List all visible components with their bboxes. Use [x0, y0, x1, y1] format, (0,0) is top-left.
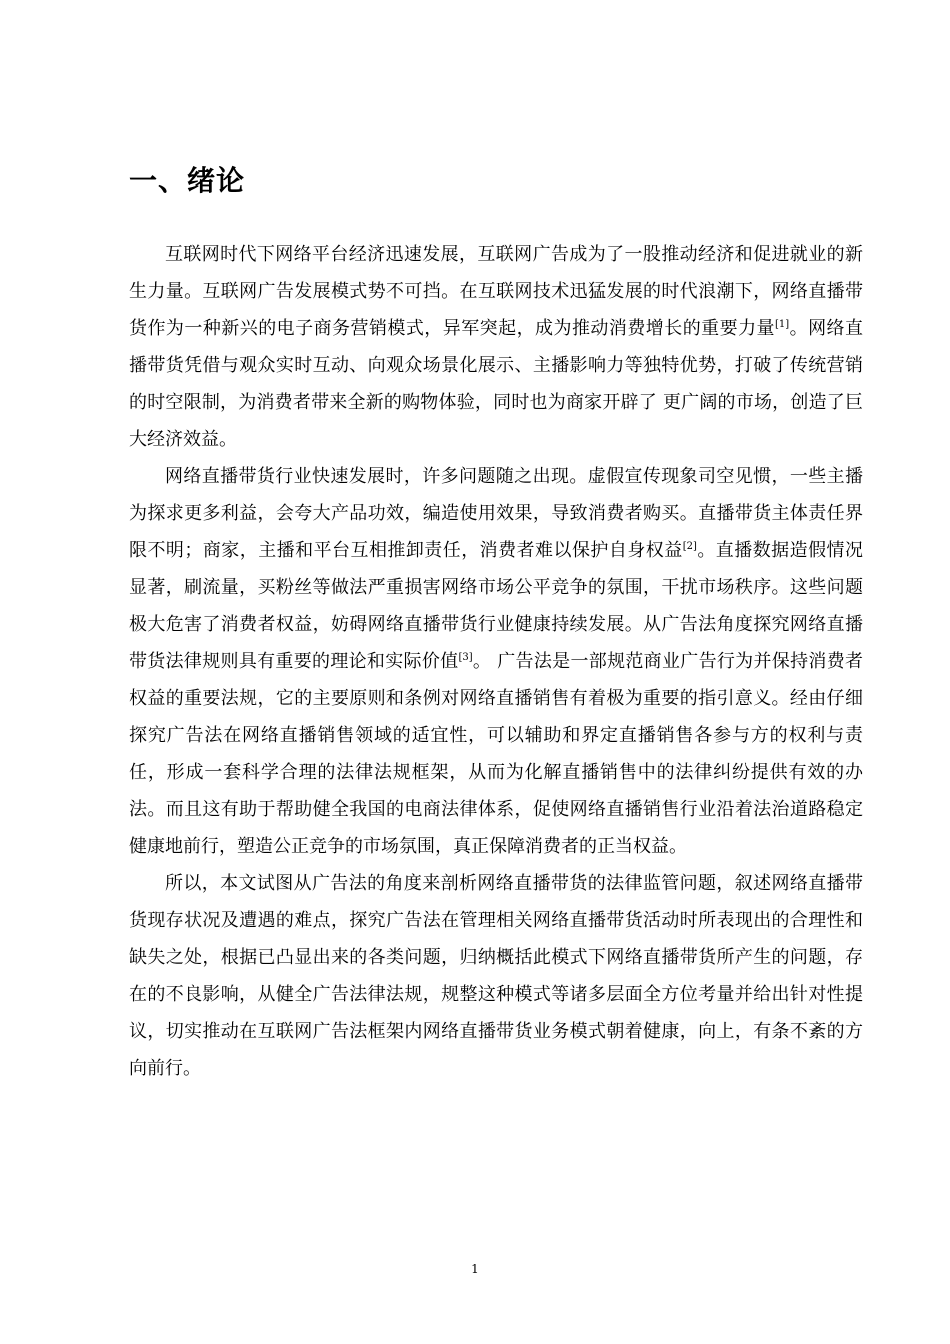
paragraph-text: 互联网时代下网络平台经济迅速发展，互联网广告成为了一股推动经济和促进就业的新生力量。互联网广告发展模式势不可挡。在互联网技术迅猛发展的时代浪潮下，网络直播带货作为一种新兴的电子商务营销模式，异军突起，成为推动消费增长的重要力量 [129, 244, 863, 339]
paragraph-text: 网络直播带货行业快速发展时，许多问题随之出现。虚假宣传现象司空见惯，一些主播为探求更多利益，会夸大产品功效，编造使用效果，导致消费者购买。直播带货主体责任界限不明；商家，主播和平台互相推卸责任，消费者难以保护自身权益 [129, 466, 863, 561]
citation: [3] [458, 652, 473, 663]
section-heading: 一、绪论 [129, 164, 246, 197]
paragraph-text: 。 广告法是一部规范商业广告行为并保持消费者权益的重要法规，它的主要原则和条例对网络直播销售有着极为重要的指引意义。经由仔细探究广告法在网络直播销售领域的适宜性，可以辅助和界定直播销售各参与方的权利与责任，形成一套科学合理的法律法规框架，从而为化解直播销售中的法律纠纷提供有效的办法。而且这有助于帮助健全我国的电商法律体系，促使网络直播销售行业沿着法治道路稳定健康地前行，塑造公正竞争的市场氛围，真正保障消费者的正当权益。 [129, 651, 863, 857]
body-text [129, 236, 863, 1087]
paragraph-text: 。网络直播带货凭借与观众实时互动、向观众场景化展示、主播影响力等独特优势，打破了传统营销的时空限制，为消费者带来全新的购物体验，同时也为商家开辟了 更广阔的市场，创造了巨大经济效益。 [129, 318, 864, 450]
paragraph-text: 。直播数据造假情况显著，刷流量，买粉丝等做法严重损害网络市场公平竞争的氛围，干扰市场秩序。这些问题极大危害了消费者权益，妨碍网络直播带货行业健康持续发展。从广告法角度探究网络直播带货法律规则具有重要的理论和实际价值 [129, 540, 864, 672]
citation: [1] [775, 319, 790, 330]
page-number: 1 [471, 1262, 479, 1276]
paragraph-1 [129, 236, 863, 458]
citation: [2] [682, 541, 697, 552]
paragraph-text: 所以，本文试图从广告法的角度来剖析网络直播带货的法律监管问题，叙述网络直播带货现存状况及遭遇的难点，探究广告法在管理相关网络直播带货活动时所表现出的合理性和缺失之处，根据已凸显出来的各类问题，归纳概括此模式下网络直播带货所产生的问题，存在的不良影响，从健全广告法律法规，规整这种模式等诸多层面全方位考量并给出针对性提议，切实推动在互联网广告法框架内网络直播带货业务模式朝着健康，向上，有条不紊的方向前行。 [129, 873, 863, 1079]
paragraph-2 [129, 458, 863, 865]
paragraph-3 [129, 865, 863, 1087]
